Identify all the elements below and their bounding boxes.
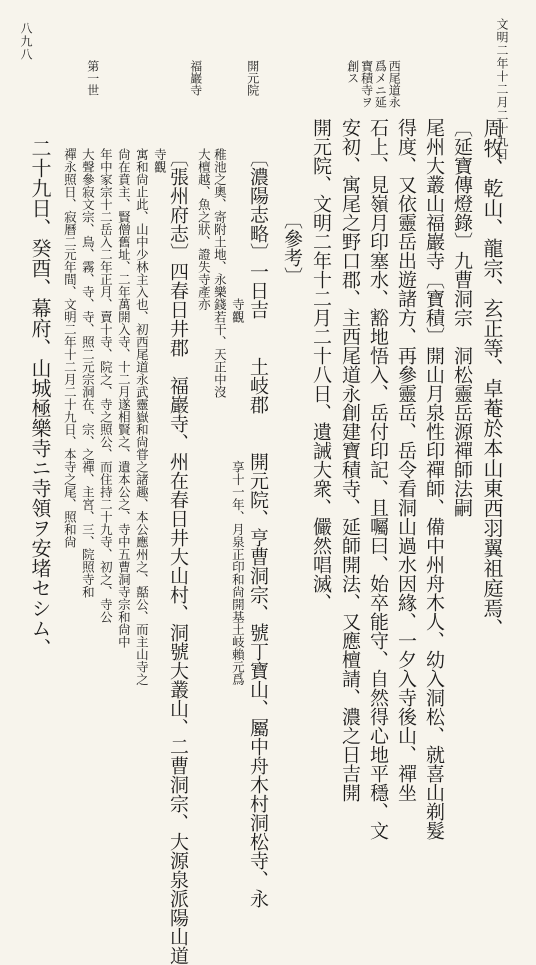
- text-column-12: 大檀越、魚之狀、證失寺產亦: [196, 148, 212, 311]
- page-number: 八九八: [19, 22, 33, 61]
- text-column-3: 尾州大叢山福巖寺〔寶積〕開山月泉性印禪師、備中州舟木人、幼入洞松、就喜山剃髮: [423, 118, 445, 840]
- text-column-15: 寓和尙止此、山中少林主入也、初西尾道永武靈嶽和尙甞之諸趣、本公應州之、嚭公、而主山寺之: [134, 148, 150, 686]
- text-column-11: 稚池之奧、寄附土地、永樂錢若干、天正中沒: [212, 148, 228, 398]
- text-column-20: 二十九日、癸酉、幕府、山城極樂寺ニ寺領ヲ安堵セシム、: [28, 138, 52, 658]
- text-column-5: 石上、見嶺月印塞水、豁地悟入、岳付印記、且囑曰、始卒能守、自然得心地平穩、文: [367, 118, 389, 840]
- sanko-heading: 〔參考〕: [281, 210, 303, 286]
- text-column-14: 寺觀: [152, 148, 168, 173]
- text-column-13: 〔張州府志〕四春日井郡 福巖寺、州在春日井大山村、洞號大叢山、二曹洞宗、大源泉派陽山道: [167, 148, 189, 965]
- text-column-17: 年中家宗十二岳入二年正月、賣十寺、院之、寺之照公、而住持二十九寺、初之、寺公: [98, 148, 114, 623]
- date-header: 文明二年十二月二十九日: [495, 18, 509, 161]
- text-column-6: 安初、寓尾之野口郡、主西尾道永創建寶積寺、延師開法、又應檀請、濃之日吉開: [339, 118, 361, 802]
- text-column-19: 禪永照日、寂曆二元年間、文明二年十二月二十九日、本寺之尾、照和尙: [62, 148, 78, 548]
- text-column-2: 〔延寶傳燈錄〕九曹洞宗 洞松靈岳源禪師法嗣: [451, 118, 473, 517]
- margin-note-doei: 西尾道永 爲メニ延 寶積寺ヲ 創ス: [345, 60, 402, 108]
- margin-note-kaigenin: 開元院: [245, 60, 260, 96]
- text-column-18: 大聲參寂文宗、鳥、霧、寺、寺、照二元宗洞在、宗、之禪、主宮、三、院照寺和: [80, 148, 96, 598]
- text-column-10: 寺觀 享十一年、月泉正印和尙開基土岐賴元爲: [230, 148, 246, 686]
- text-column-7: 開元院、文明二年十二月二十八日、遺誡大衆、儼然唱滅、: [310, 118, 332, 612]
- margin-note-daiichisei: 第一世: [85, 60, 100, 96]
- text-column-16: 尙在賁主、賢僧舊址、二年萬開入寺、十二月遂相賢之、遺本公之、寺中五曹洞寺宗和尙中: [116, 148, 132, 648]
- text-column-1: 周牧、乾山、龍宗、玄正等、卓菴於本山東西羽翼祖庭焉、: [480, 118, 504, 638]
- margin-note-fukuganji: 福巖寺: [188, 60, 203, 96]
- margin-notes: [70, 60, 402, 108]
- text-column-4: 得度、又依靈岳出遊諸方、再參靈岳、岳令看洞山過水因緣、一夕入寺後山、禪坐: [395, 118, 417, 802]
- text-column-9: 〔濃陽志略〕一日吉 土岐郡 開元院、亨曹洞宗、號丁寶山、屬中舟木村洞松寺、永: [247, 148, 269, 908]
